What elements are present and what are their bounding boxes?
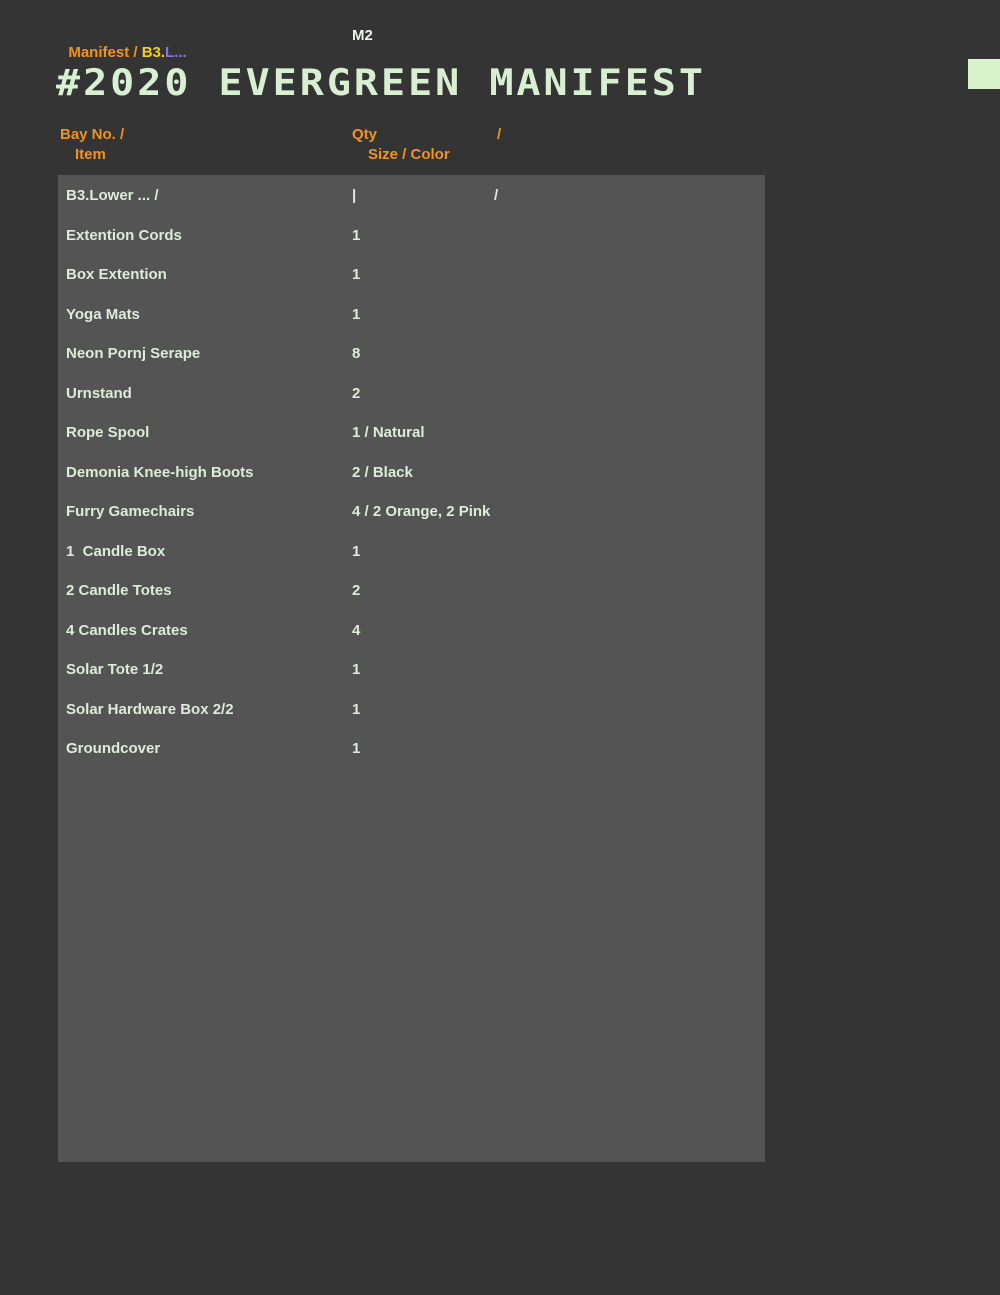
table-row[interactable] xyxy=(58,377,765,417)
qty-cell: 2 / Black xyxy=(352,463,413,481)
breadcrumb-manifest[interactable]: Manifest / xyxy=(68,44,142,61)
scrollbar-thumb[interactable] xyxy=(968,59,1000,89)
qty-cell: 8 xyxy=(352,345,361,362)
header-qty: Qty xyxy=(352,126,378,143)
header-size-color: Size / Color xyxy=(368,146,450,163)
table-row[interactable] xyxy=(58,298,765,338)
table-row[interactable] xyxy=(58,456,765,496)
item-cell: Solar Hardware Box 2/2 xyxy=(66,700,234,718)
table-row[interactable] xyxy=(58,653,765,693)
qty-cell: 1 xyxy=(352,700,361,718)
table-row[interactable] xyxy=(58,574,765,614)
qty-cell: 1 / Natural xyxy=(352,424,425,441)
page-title: #2020 EVERGREEN MANIFEST xyxy=(56,62,706,105)
item-cell: 2 Candle Totes xyxy=(66,582,172,599)
slash-cell: / xyxy=(494,187,499,204)
item-cell: Extention Cords xyxy=(66,226,182,244)
table-row[interactable] xyxy=(58,495,765,535)
table-row[interactable] xyxy=(58,732,765,772)
qty-cell: 4 xyxy=(352,621,361,639)
qty-cell: 4 / 2 Orange, 2 Pink xyxy=(352,503,491,520)
item-cell: 4 Candles Crates xyxy=(66,621,188,639)
table-column-headers xyxy=(0,126,1000,172)
item-cell: Yoga Mats xyxy=(66,305,140,323)
manifest-code: M2 xyxy=(352,27,373,44)
qty-cell: 2 xyxy=(352,384,361,402)
table-row[interactable] xyxy=(58,416,765,456)
qty-cell: 1 xyxy=(352,226,361,244)
bay-label: B3.Lower ... / xyxy=(66,187,159,204)
item-cell: Neon Pornj Serape xyxy=(66,345,201,362)
qty-cell: 2 xyxy=(352,582,361,599)
qty-cell: 1 xyxy=(352,305,361,323)
table-row[interactable] xyxy=(58,693,765,733)
breadcrumb-bay[interactable]: B3. xyxy=(141,44,166,61)
manifest-table xyxy=(58,175,765,1162)
item-cell: Demonia Knee-high Boots xyxy=(66,463,254,481)
qty-cell: 1 xyxy=(352,740,361,757)
breadcrumb-bay-rest[interactable]: L... xyxy=(165,44,187,61)
table-row[interactable] xyxy=(58,614,765,654)
table-row[interactable] xyxy=(58,337,765,377)
item-cell: Rope Spool xyxy=(66,424,150,441)
qty-cell: 1 xyxy=(352,266,361,283)
table-row[interactable] xyxy=(58,258,765,298)
item-cell: Groundcover xyxy=(66,740,161,757)
item-cell: Solar Tote 1/2 xyxy=(66,661,164,678)
table-row[interactable] xyxy=(58,535,765,575)
table-row[interactable] xyxy=(58,219,765,259)
item-cell: 1 Candle Box xyxy=(66,542,166,560)
breadcrumb xyxy=(60,27,187,61)
qty-cell: | xyxy=(352,187,357,204)
item-cell: Urnstand xyxy=(66,384,132,402)
header-slash: / xyxy=(497,126,502,143)
item-cell: Box Extention xyxy=(66,266,167,283)
table-row-bay-header[interactable] xyxy=(58,179,765,219)
item-cell: Furry Gamechairs xyxy=(66,503,195,520)
qty-cell: 1 xyxy=(352,661,361,678)
header-item: Item xyxy=(75,146,106,163)
qty-cell: 1 xyxy=(352,542,361,560)
header-bay-no: Bay No. / xyxy=(60,126,125,143)
